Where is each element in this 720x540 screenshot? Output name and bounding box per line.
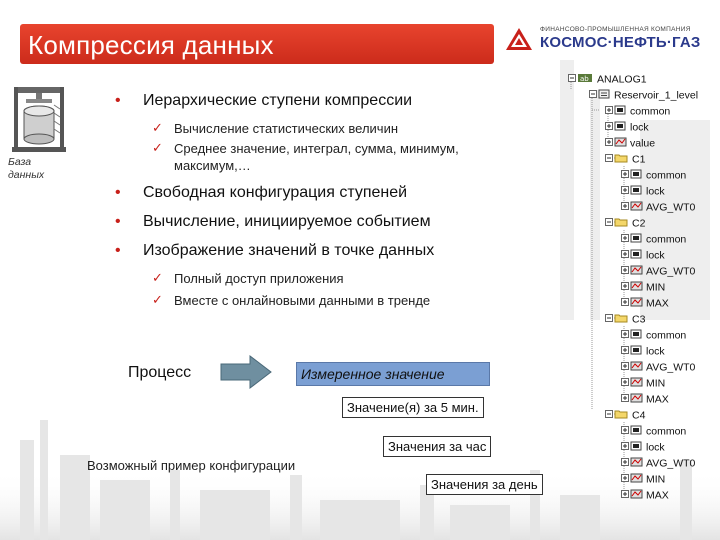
- config-example-label: Возможный пример конфигурации: [87, 458, 296, 473]
- check-icon: ✓: [152, 140, 163, 155]
- tree-node-label: MAX: [646, 489, 669, 502]
- tree-node-max[interactable]: [621, 392, 669, 407]
- tree-node-label: lock: [646, 441, 665, 454]
- property-node-icon: [621, 440, 643, 455]
- analog-tag-icon: [568, 72, 594, 87]
- tree-node-value[interactable]: [605, 136, 655, 151]
- bullet-dot: •: [115, 184, 121, 201]
- tree-node-label: lock: [630, 121, 649, 134]
- subbullet-text: Среднее значение, интеграл, сумма, минимум,: [174, 141, 459, 156]
- tree-node-analog1[interactable]: [568, 72, 647, 87]
- tree-node-label: MAX: [646, 297, 669, 310]
- check-icon: ✓: [152, 120, 163, 135]
- tree-node-lock[interactable]: [621, 344, 665, 359]
- subbullet-text: Полный доступ приложения: [174, 271, 344, 286]
- day-box: Значения за день: [426, 474, 543, 495]
- value-node-icon: [621, 456, 643, 471]
- tree-node-lock[interactable]: [621, 184, 665, 199]
- bullet-dot: •: [115, 213, 121, 230]
- property-node-icon: [621, 424, 643, 439]
- tree-node-label: lock: [646, 185, 665, 198]
- tree-node-lock[interactable]: [621, 248, 665, 263]
- check-icon: ✓: [152, 292, 163, 307]
- tree-node-label: Reservoir_1_level: [614, 89, 699, 102]
- tree-node-label: AVG_WT0: [646, 457, 696, 470]
- tree-node-label: lock: [646, 249, 665, 262]
- value-node-icon: [621, 472, 643, 487]
- tree-node-common[interactable]: [605, 104, 670, 119]
- property-node-icon: [621, 184, 643, 199]
- tree-node-c2[interactable]: [605, 216, 645, 231]
- tree-node-avg-wt0[interactable]: [621, 200, 695, 215]
- tree-node-label: MIN: [646, 281, 666, 294]
- check-icon: ✓: [152, 270, 163, 285]
- property-node-icon: [605, 120, 627, 135]
- subbullet-text: максимум,…: [174, 158, 251, 173]
- property-node-icon: [605, 104, 627, 119]
- subbullet-text: Вычисление статистических величин: [174, 121, 399, 136]
- tree-node-max[interactable]: [621, 296, 669, 311]
- tag-node-icon: [589, 88, 611, 103]
- process-label: Процесс: [128, 364, 192, 381]
- tree-node-c1[interactable]: [605, 152, 645, 167]
- measured-value-box: Измеренное значение: [296, 362, 490, 386]
- tree-node-label: C2: [632, 217, 646, 230]
- tree-node-avg-wt0[interactable]: [621, 360, 695, 375]
- tree-node-label: common: [646, 233, 687, 246]
- value-node-icon: [621, 280, 643, 295]
- property-node-icon: [621, 328, 643, 343]
- property-node-icon: [621, 168, 643, 183]
- bullet-text: Изображение значений в точке данных: [143, 242, 435, 259]
- property-node-icon: [621, 344, 643, 359]
- tree-node-label: ANALOG1: [597, 73, 647, 86]
- folder-icon: [605, 152, 629, 167]
- tree-node-label: AVG_WT0: [646, 265, 696, 278]
- value-node-icon: [621, 376, 643, 391]
- tree-node-label: C4: [632, 409, 646, 422]
- tree-node-min[interactable]: [621, 280, 665, 295]
- value-node-icon: [621, 360, 643, 375]
- tree-node-label: common: [646, 329, 687, 342]
- bullet-text: Иерархические ступени компрессии: [143, 92, 413, 109]
- database-label: База данных: [8, 156, 45, 181]
- value-node-icon: [605, 136, 627, 151]
- bullet-text: Свободная конфигурация ступеней: [143, 184, 408, 201]
- tree-node-reservoir-1-level[interactable]: [589, 88, 698, 103]
- logo-wordmark: КОСМОС·НЕФТЬ·ГАЗ: [540, 34, 701, 51]
- tree-node-label: common: [630, 105, 671, 118]
- value-node-icon: [621, 200, 643, 215]
- value-node-icon: [621, 264, 643, 279]
- tree-node-avg-wt0[interactable]: [621, 456, 695, 471]
- tree-node-common[interactable]: [621, 424, 686, 439]
- five-min-box: Значение(я) за 5 мин.: [342, 397, 484, 418]
- tree-node-min[interactable]: [621, 472, 665, 487]
- page-title: Компрессия данных: [28, 30, 274, 60]
- value-node-icon: [621, 392, 643, 407]
- tree-node-label: C1: [632, 153, 646, 166]
- tree-node-common[interactable]: [621, 168, 686, 183]
- tree-node-label: lock: [646, 345, 665, 358]
- folder-icon: [605, 216, 629, 231]
- hour-box: Значения за час: [383, 436, 491, 457]
- tree-node-c4[interactable]: [605, 408, 645, 423]
- tree-node-label: MIN: [646, 473, 666, 486]
- tree-node-c3[interactable]: [605, 312, 645, 327]
- bullet-dot: •: [115, 92, 121, 109]
- tree-node-label: C3: [632, 313, 646, 326]
- property-node-icon: [621, 232, 643, 247]
- tree-node-label: MIN: [646, 377, 666, 390]
- tree-node-lock[interactable]: [621, 440, 665, 455]
- svg-text:ab: ab: [580, 75, 589, 83]
- tree-node-label: AVG_WT0: [646, 201, 696, 214]
- tree-node-common[interactable]: [621, 328, 686, 343]
- tree-node-avg-wt0[interactable]: [621, 264, 695, 279]
- tree-node-common[interactable]: [621, 232, 686, 247]
- property-node-icon: [621, 248, 643, 263]
- tree-node-label: MAX: [646, 393, 669, 406]
- tree-node-max[interactable]: [621, 488, 669, 503]
- bullet-text: Вычисление, инициируемое событием: [143, 213, 431, 230]
- subbullet-text: Вместе с онлайновыми данными в тренде: [174, 293, 431, 308]
- logo-caption: ФИНАНСОВО-ПРОМЫШЛЕННАЯ КОМПАНИЯ: [540, 26, 691, 33]
- tree-node-label: value: [630, 137, 656, 150]
- tree-node-label: common: [646, 425, 687, 438]
- tree-node-min[interactable]: [621, 376, 665, 391]
- bullet-dot: •: [115, 242, 121, 259]
- value-node-icon: [621, 296, 643, 311]
- tree-node-lock[interactable]: [605, 120, 649, 135]
- value-node-icon: [621, 488, 643, 503]
- folder-icon: [605, 312, 629, 327]
- tree-node-label: AVG_WT0: [646, 361, 696, 374]
- folder-icon: [605, 408, 629, 423]
- tree-node-label: common: [646, 169, 687, 182]
